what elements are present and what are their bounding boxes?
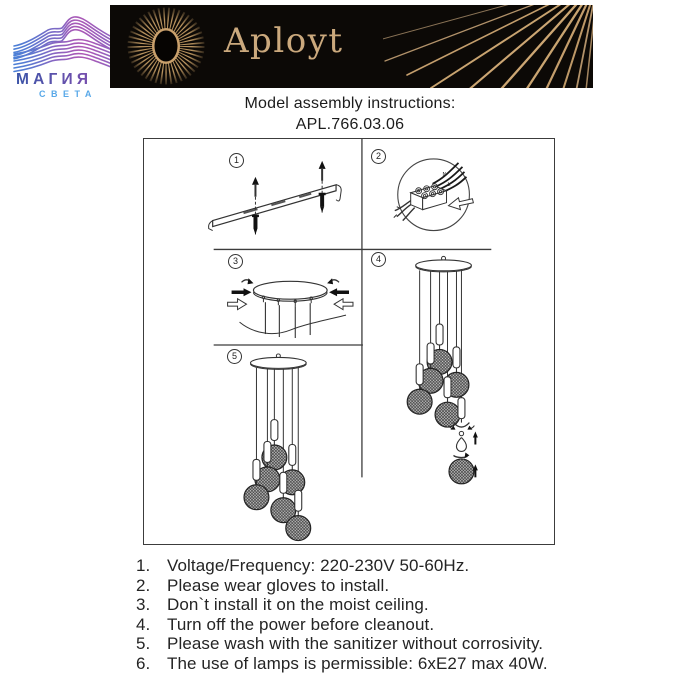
banner-rays-icon — [383, 5, 593, 88]
step-badge-3: 3 — [228, 254, 243, 269]
instructions-list — [136, 556, 596, 673]
step-badge-4: 4 — [371, 252, 386, 267]
banner-brand-text: Aployt — [224, 21, 344, 61]
brand-logo — [8, 6, 118, 101]
instruction-number: 4. — [136, 614, 151, 634]
brand-banner — [110, 5, 593, 88]
wire-label-l: L — [447, 181, 451, 188]
instruction-text: Please wash with the sanitizer without corrosivity. — [167, 634, 544, 653]
logo-title: МАГИЯ — [16, 71, 93, 88]
instruction-item — [136, 634, 596, 654]
step-badge-1: 1 — [229, 153, 244, 168]
instruction-text: Turn off the power before cleanout. — [167, 614, 435, 634]
step4-chandelier-drawing — [407, 256, 478, 483]
step1-bracket-drawing — [209, 161, 342, 235]
step2-wiring-drawing — [394, 159, 474, 231]
logo-subtitle: СВЕТА — [39, 89, 97, 99]
assembly-diagram — [144, 139, 554, 544]
step5-chandelier-drawing — [244, 354, 311, 541]
diagram-panel — [143, 138, 555, 545]
instruction-text: Please wear gloves to install. — [167, 575, 390, 595]
instruction-item — [136, 595, 596, 615]
logo-waves-icon — [8, 6, 118, 101]
instruction-item — [136, 556, 596, 576]
instruction-number: 6. — [136, 653, 151, 673]
instruction-text: Don`t install it on the moist ceiling. — [167, 595, 429, 614]
instruction-number: 2. — [136, 575, 151, 595]
instruction-item — [136, 615, 596, 635]
model-number: APL.766.03.06 — [295, 116, 405, 133]
instruction-item — [136, 576, 596, 596]
instruction-text: The use of lamps is permissible: 6xE27 max 40W. — [167, 653, 548, 673]
step-badge-2: 2 — [371, 149, 386, 164]
instruction-number: 1. — [136, 556, 151, 575]
page-title: Model assembly instructions: — [244, 95, 456, 112]
instruction-number: 3. — [136, 595, 151, 614]
title-block — [0, 93, 700, 135]
instruction-item — [136, 654, 596, 674]
sunburst-icon — [110, 5, 240, 88]
wire-label-n: N — [442, 171, 447, 178]
instruction-number: 5. — [136, 634, 151, 653]
step-badge-5: 5 — [227, 349, 242, 364]
step3-canopy-drawing — [228, 278, 353, 338]
instruction-text: Voltage/Frequency: 220-230V 50-60Hz. — [167, 556, 470, 575]
